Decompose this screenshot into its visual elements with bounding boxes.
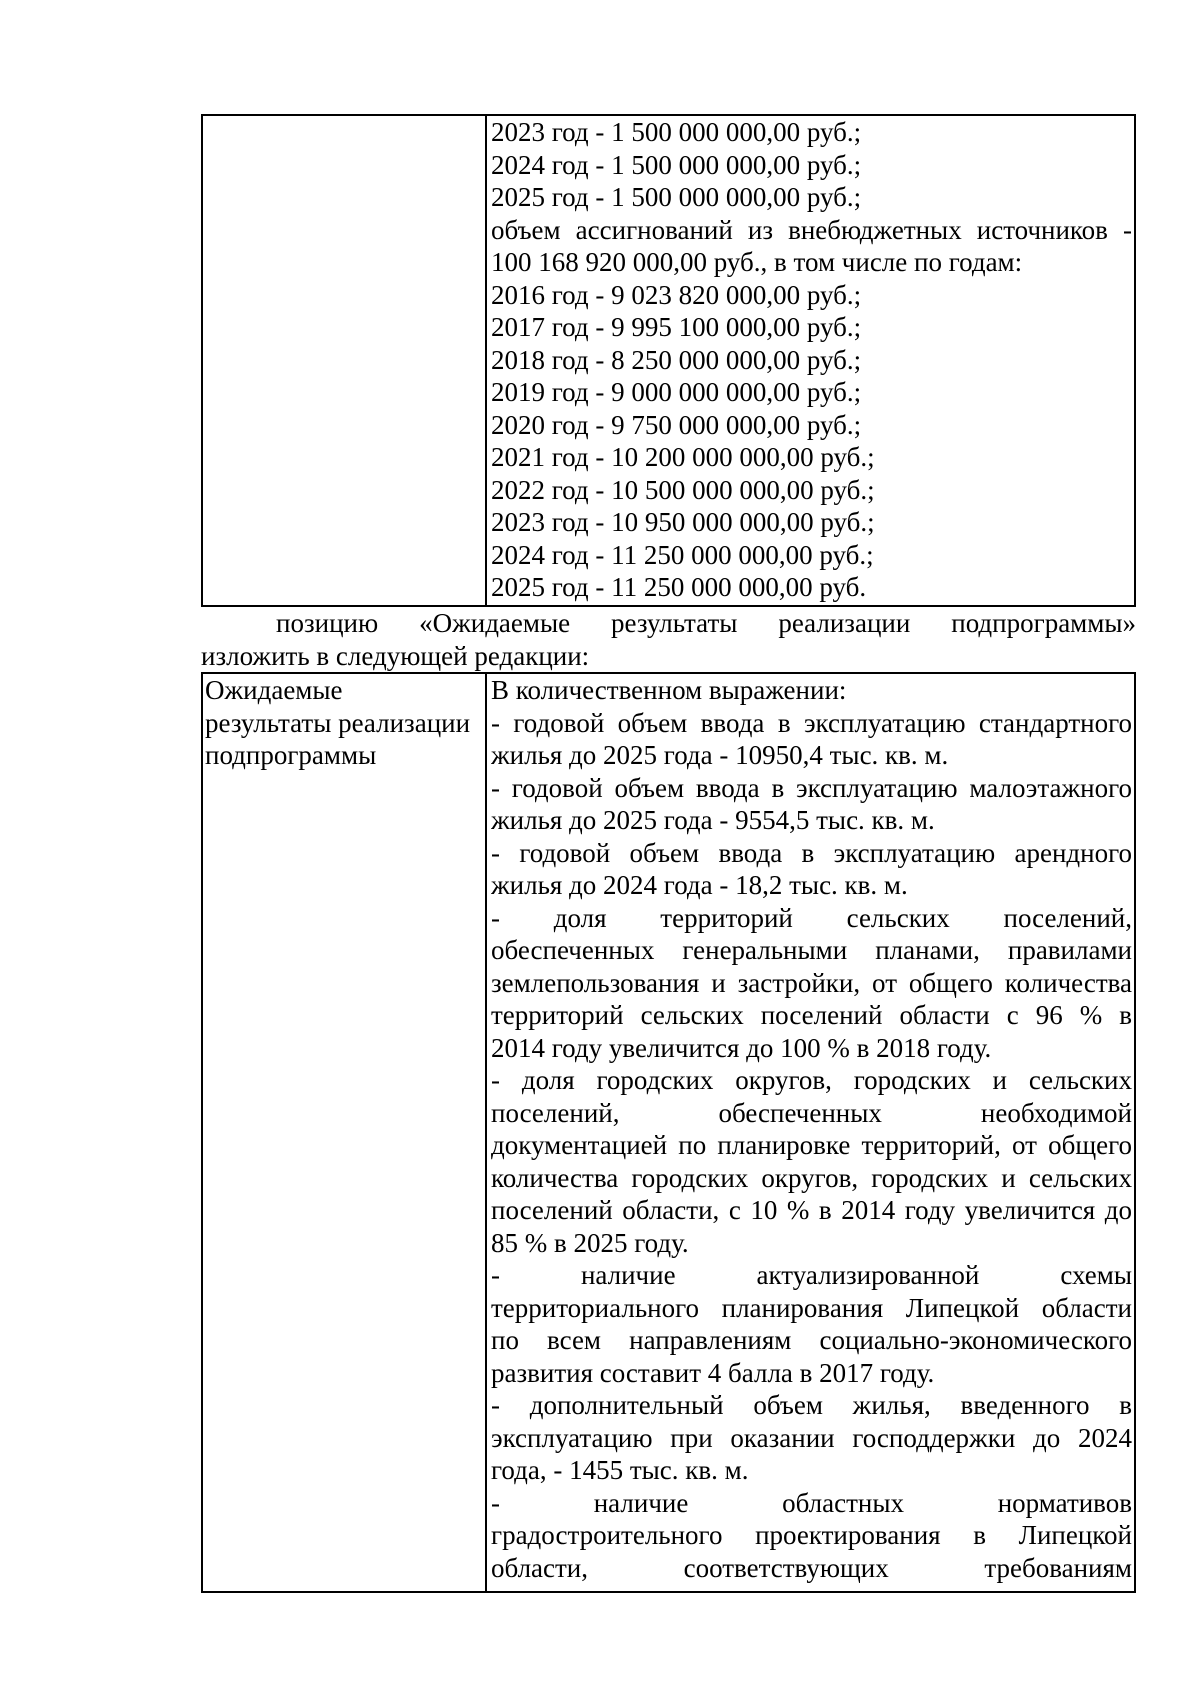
financing-line: 2025 год - 1 500 000 000,00 руб.; [491,182,862,212]
result-line: жилья до 2025 года - 10950,4 тыс. кв. м. [491,740,949,770]
financing-line: 2024 год - 11 250 000 000,00 руб.; [491,539,874,570]
label-line: результаты реализации [205,707,471,738]
financing-line: 2024 год - 1 500 000 000,00 руб.; [491,149,862,180]
result-line: развития составит 4 балла в 2017 году. [491,1357,935,1388]
result-line: - дополнительный объем жилья, введенного в [491,1390,1132,1420]
financing-line: 2019 год - 9 000 000 000,00 руб.; [491,377,862,407]
result-line: - доля городских округов, городских и сельских [491,1065,1132,1095]
result-line: 85 % в 2025 году. [491,1227,689,1258]
label-line: Ожидаемые [205,675,343,705]
result-line: - годовой объем ввода в эксплуатацию малоэтажного [491,772,1132,803]
financing-table [201,114,1136,607]
expected-results-value-cell [487,674,1134,1591]
financing-line: объем ассигнований из внебюджетных источников - [491,214,1132,245]
result-line: - доля территорий сельских поселений, [491,902,1132,933]
instruction-line: изложить в следующей редакции: [201,640,590,671]
result-line: поселений области, с 10 % в 2014 году увеличится до [491,1195,1132,1225]
result-line: поселений, обеспеченных необходимой [491,1097,1132,1128]
result-line: количества городских округов, городских и сельских [491,1162,1132,1193]
financing-table-right-cell [487,116,1134,605]
label-line: подпрограммы [205,740,377,770]
result-line: территорий сельских поселений области с 96 % в [491,1000,1132,1030]
financing-line: 2022 год - 10 500 000 000,00 руб.; [491,474,875,505]
financing-line: 2023 год - 10 950 000 000,00 руб.; [491,507,875,537]
result-line: года, - 1455 тыс. кв. м. [491,1455,749,1485]
result-line: обеспеченных генеральными планами, правилами [491,935,1132,965]
result-line: по всем направлениям социально-экономического [491,1325,1132,1355]
result-line: жилья до 2024 года - 18,2 тыс. кв. м. [491,870,908,900]
financing-line: 2023 год - 1 500 000 000,00 руб.; [491,117,862,147]
result-line: эксплуатацию при оказании господдержки до 2024 [491,1422,1132,1453]
financing-line: 2016 год - 9 023 820 000,00 руб.; [491,279,862,310]
financing-line: 2025 год - 11 250 000 000,00 руб. [491,572,867,602]
result-line: - годовой объем ввода в эксплуатацию арендного [491,837,1132,868]
instruction-line: позицию «Ожидаемые результаты реализации подпрограммы» [276,608,1136,638]
financing-table-left-cell [203,116,487,605]
result-line: - годовой объем ввода в эксплуатацию стандартного [491,707,1132,738]
result-line: документацией по планировке территорий, от общего [491,1130,1132,1160]
result-line: - наличие областных нормативов [491,1487,1132,1518]
result-line: землепользования и застройки, от общего количества [491,967,1132,998]
financing-line: 2017 год - 9 995 100 000,00 руб.; [491,312,862,342]
result-line: 2014 году увеличится до 100 % в 2018 году. [491,1032,992,1063]
financing-line: 2020 год - 9 750 000 000,00 руб.; [491,409,862,440]
result-line: - наличие актуализированной схемы [491,1260,1132,1290]
expected-results-label-cell [203,674,487,1591]
result-line: градостроительного проектирования в Липецкой [491,1520,1132,1550]
result-line: жилья до 2025 года - 9554,5 тыс. кв. м. [491,805,935,835]
instruction-paragraph [201,607,1136,672]
financing-line: 100 168 920 000,00 руб., в том числе по годам: [491,247,1023,277]
result-line: территориального планирования Липецкой области [491,1292,1132,1323]
expected-results-table [201,672,1136,1593]
financing-line: 2021 год - 10 200 000 000,00 руб.; [491,442,875,472]
financing-line: 2018 год - 8 250 000 000,00 руб.; [491,344,862,375]
result-line: области, соответствующих требованиям [491,1552,1132,1583]
result-line: В количественном выражении: [491,675,847,705]
